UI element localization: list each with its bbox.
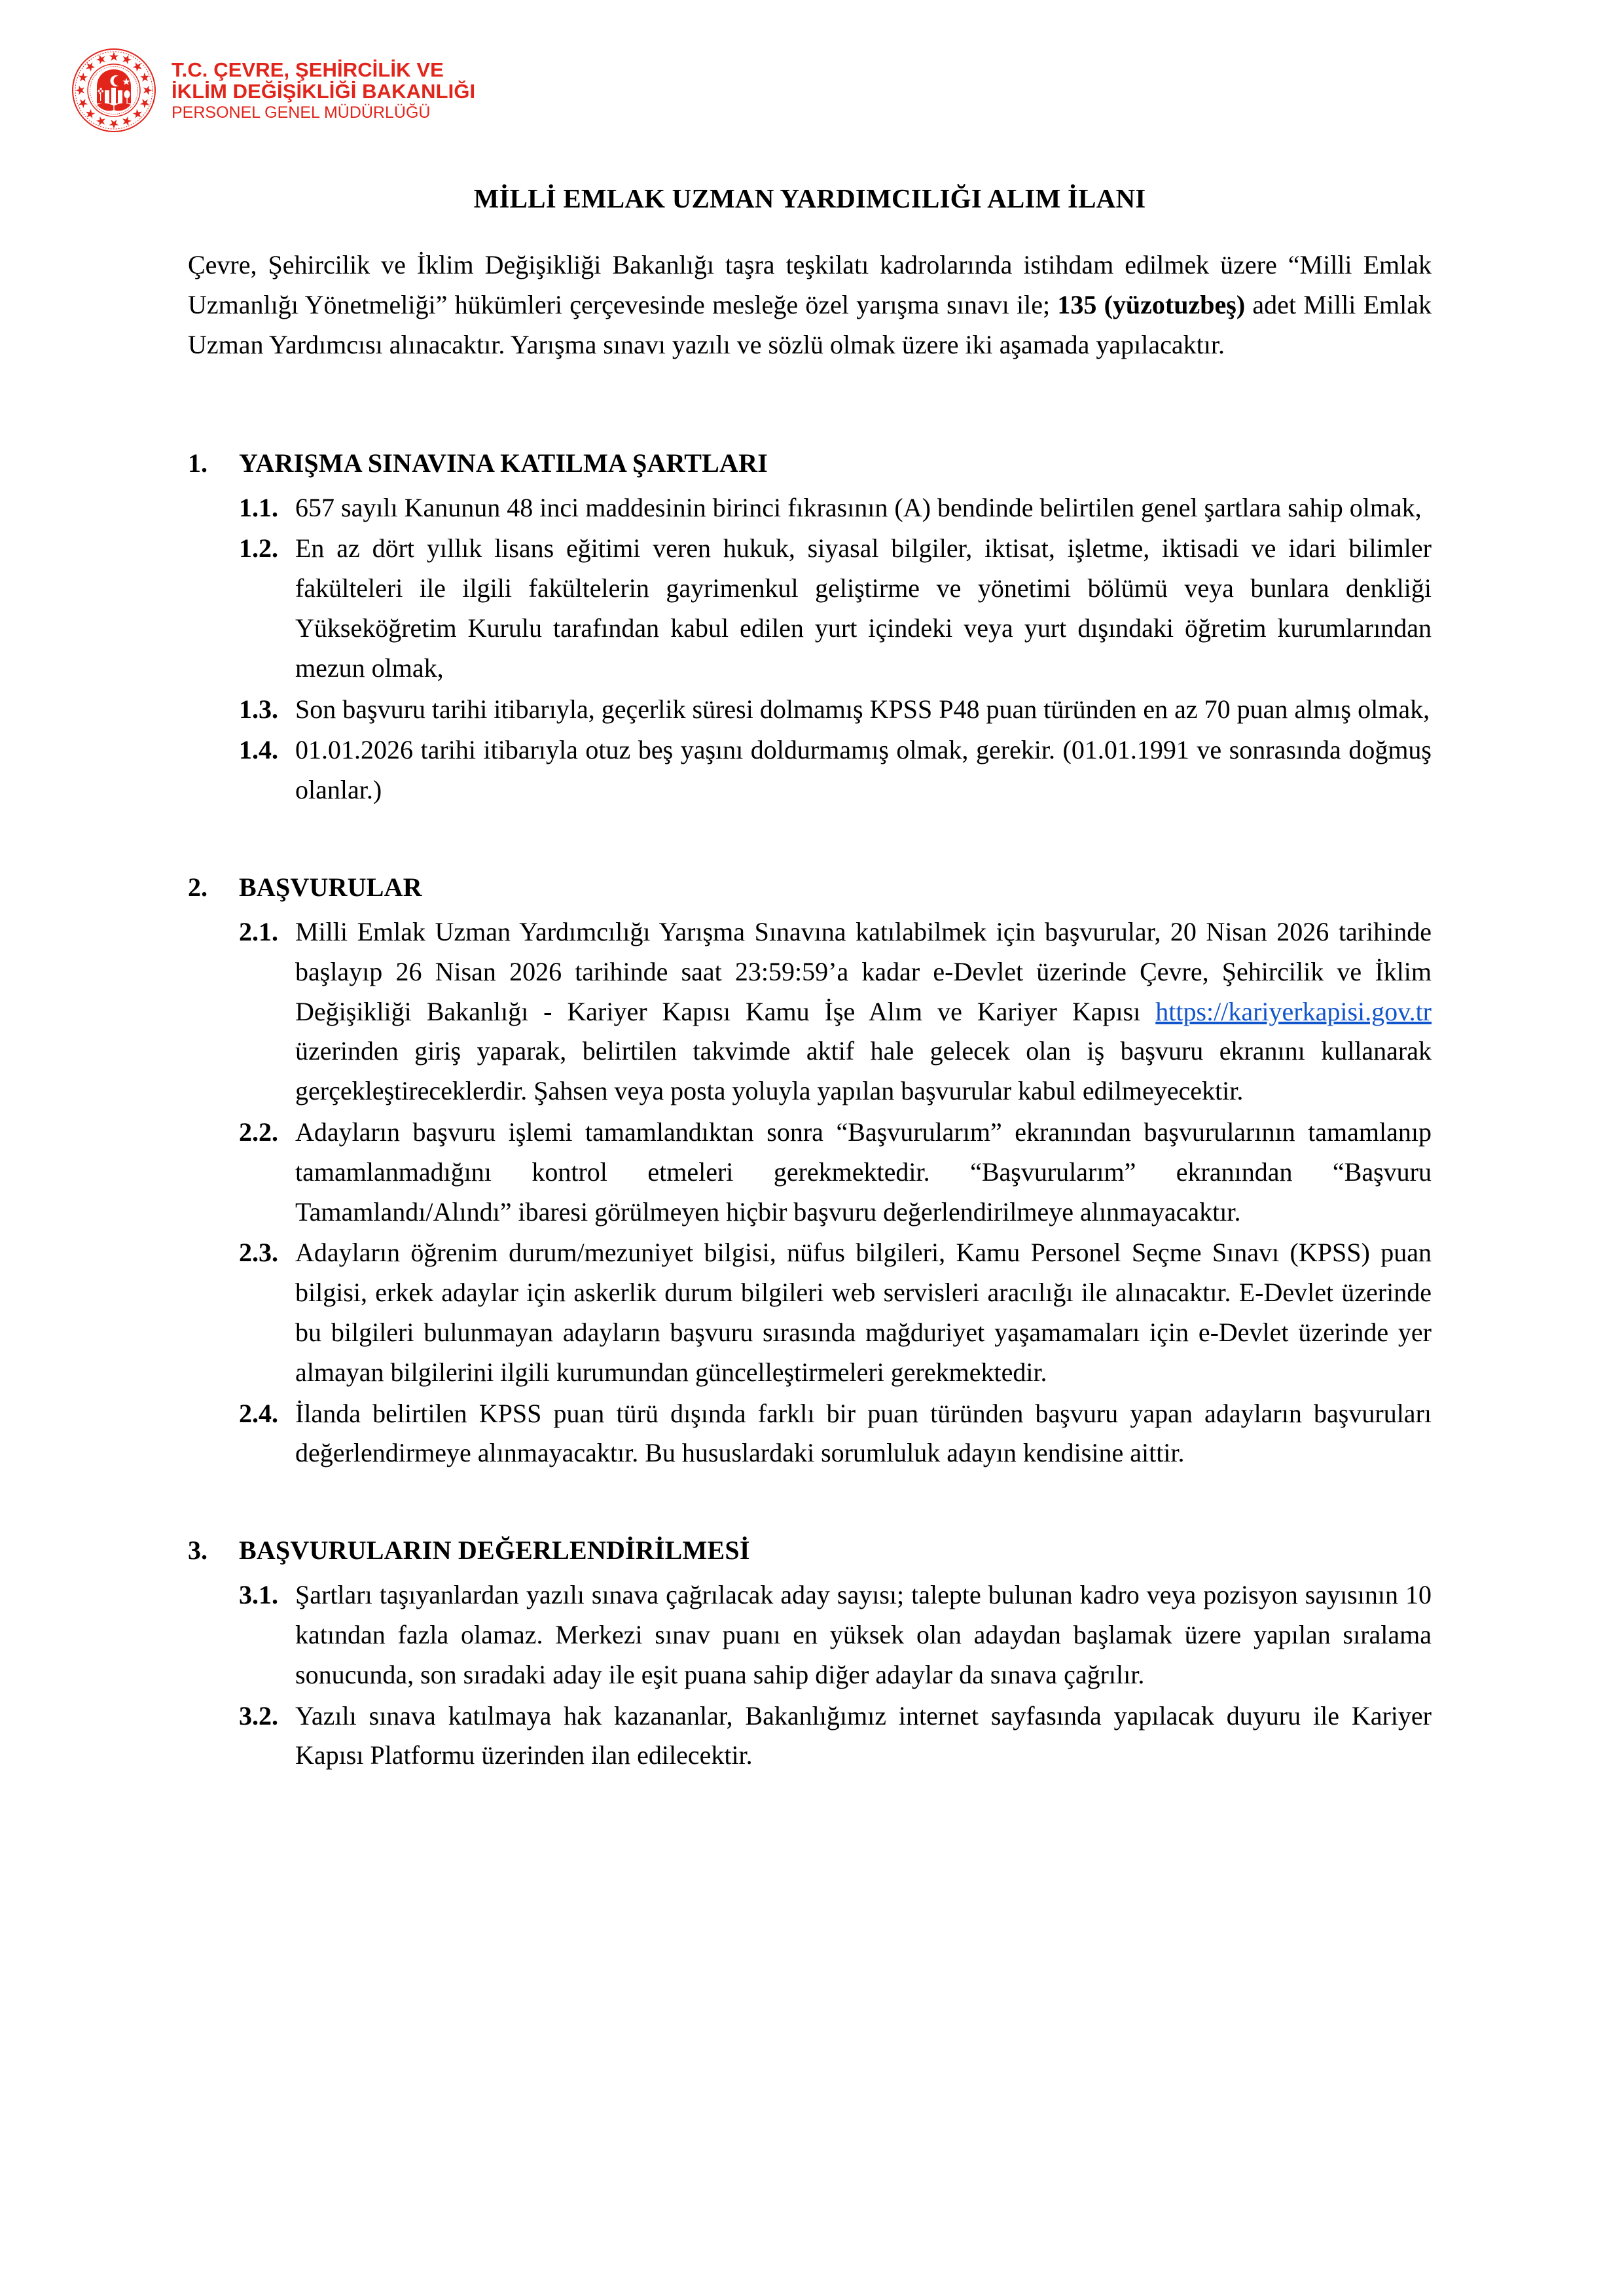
spacer — [188, 812, 1432, 868]
item-text: Şartları taşıyanlardan yazılı sınava çağrılacak aday sayısı; talepte bulunan kadro veya pozisyon sayısının 10 katından fazla olamaz. Merkezi sınav puanı en yüksek olan adaydan başlamak üzere yapılan sıralama sonucunda, son sıradaki aday ile eşit puana sahip diğer adaylar da sınava çağrılır. — [295, 1580, 1432, 1689]
section-3-heading — [188, 1531, 1432, 1570]
section-3-title: BAŞVURULARIN DEĞERLENDİRİLMESİ — [239, 1535, 750, 1566]
list-item — [188, 1113, 1432, 1232]
item-number: 1.4. — [239, 735, 278, 765]
item-number: 1.1. — [239, 492, 278, 522]
list-item — [188, 1394, 1432, 1474]
intro-paragraph — [188, 245, 1432, 365]
item-text-before-link: Milli Emlak Uzman Yardımcılığı Yarışma Sınavına katılabilmek için başvurular, 20 Nisan 2026 tarihinde başlayıp 26 Nisan 2026 tarihinde saat 23:59:59’a kadar e-Devlet üzerinde Çevre, Şehircilik ve İklim Değişikliği Bakanlığı - Kariyer Kapısı Kamu İşe Alım ve Kariyer Kapısı — [295, 917, 1432, 1026]
section-2-heading — [188, 868, 1432, 907]
ministry-name-line-1: T.C. ÇEVRE, ŞEHİRCİLİK VE — [171, 58, 444, 81]
spacer — [188, 365, 1432, 444]
item-number: 2.2. — [239, 1117, 278, 1147]
list-item — [188, 690, 1432, 730]
list-item — [188, 912, 1432, 1111]
item-text: 01.01.2026 tarihi itibarıyla otuz beş yaşını doldurmamış olmak, gerekir. (01.01.1991 ve sonrasında doğmuş olanlar.) — [295, 735, 1432, 805]
list-item — [188, 1575, 1432, 1695]
item-text: Adayların başvuru işlemi tamamlandıktan sonra “Başvurularım” ekranından başvurularının tamamlanıp tamamlanmadığını kontrol etmeleri gerekmektedir. “Başvurularım” ekranından “Başvuru Tamamlandı/Alındı” ibaresi görülmeyen hiçbir başvuru değerlendirilmeye alınmayacaktır. — [295, 1117, 1432, 1227]
section-1 — [188, 444, 1432, 810]
item-number: 2.1. — [239, 917, 278, 947]
section-2 — [188, 868, 1432, 1473]
section-1-title: YARIŞMA SINAVINA KATILMA ŞARTLARI — [239, 448, 768, 478]
ministry-name-line-2: İKLİM DEĞİŞİKLİĞİ BAKANLIĞI — [171, 80, 476, 103]
list-item — [188, 529, 1432, 688]
item-text: Adayların öğrenim durum/mezuniyet bilgisi, nüfus bilgileri, Kamu Personel Seçme Sınavı (KPSS) puan bilgisi, erkek adaylar için askerlik durum bilgileri web servisleri aracılığı ile alınacaktır. E-Devlet üzerinde bu bilgileri bulunmayan adayların başvuru sırasında mağduriyet yaşamamaları için e-Devlet üzerinde yer almayan bilgilerini ilgili kurumundan güncelleştirmeleri gerekmektedir. — [295, 1238, 1432, 1387]
item-text — [295, 912, 1432, 1111]
ministry-seal-icon — [71, 47, 157, 134]
spacer — [188, 1475, 1432, 1531]
item-number: 2.4. — [239, 1398, 278, 1428]
section-3 — [188, 1531, 1432, 1776]
section-1-number: 1. — [188, 448, 208, 478]
section-2-title: BAŞVURULAR — [239, 872, 422, 903]
item-number: 3.2. — [239, 1700, 278, 1731]
item-number: 1.2. — [239, 533, 278, 564]
vacancy-count: 135 (yüzotuzbeş) — [1057, 290, 1246, 320]
section-3-number: 3. — [188, 1535, 208, 1566]
letterhead — [71, 47, 475, 134]
section-2-number: 2. — [188, 872, 208, 903]
item-text: 657 sayılı Kanunun 48 inci maddesinin birinci fıkrasının (A) bendinde belirtilen genel şartlara sahip olmak, — [295, 492, 1422, 522]
list-item — [188, 1233, 1432, 1392]
document-body — [188, 182, 1432, 1777]
department-name: PERSONEL GENEL MÜDÜRLÜĞÜ — [171, 103, 431, 122]
item-number: 3.1. — [239, 1580, 278, 1610]
list-item — [188, 488, 1432, 528]
item-text: En az dört yıllık lisans eğitimi veren hukuk, siyasal bilgiler, iktisat, işletme, iktisadi ve idari bilimler fakülteleri ile ilgili fakültelerin gayrimenkul geliştirme ve yönetimi bölümü veya bunlara denkliği Yükseköğretim Kurulu tarafından kabul edilen yurt içindeki veya yurt dışındaki öğretim kurumlarından mezun olmak, — [295, 533, 1432, 683]
section-1-heading — [188, 444, 1432, 483]
letterhead-text — [171, 59, 475, 122]
intro-text-after: adet Milli Emlak Uzman Yardımcısı alınacaktır. Yarışma sınavı yazılı ve sözlü olmak üzere iki aşamada yapılacaktır. — [188, 290, 1432, 359]
item-text: İlanda belirtilen KPSS puan türü dışında farklı bir puan türünden başvuru yapan adayların başvuruları değerlendirmeye alınmayacaktır. Bu hususlardaki sorumluluk adayın kendisine aittir. — [295, 1398, 1432, 1468]
kariyer-kapisi-link[interactable]: https://kariyerkapisi.gov.tr — [1155, 996, 1432, 1026]
list-item — [188, 1696, 1432, 1776]
intro-text-before: Çevre, Şehircilik ve İklim Değişikliği Bakanlığı taşra teşkilatı kadrolarında istihdam edilmek üzere “Milli Emlak Uzmanlığı Yönetmeliği” hükümleri çerçevesinde mesleğe özel yarışma sınavı ile; — [188, 250, 1432, 320]
item-number: 2.3. — [239, 1238, 278, 1268]
item-text: Son başvuru tarihi itibarıyla, geçerlik süresi dolmamış KPSS P48 puan türünden en az 70 puan almış olmak, — [295, 694, 1430, 724]
page-title: MİLLİ EMLAK UZMAN YARDIMCILIĞI ALIM İLANI — [473, 183, 1146, 213]
item-text-after-link: üzerinden giriş yaparak, belirtilen takvimde aktif hale gelecek olan iş başvuru ekranını kullanarak gerçekleştireceklerdir. Şahsen veya posta yoluyla yapılan başvurular kabul edilmeyecektir. — [295, 1036, 1432, 1106]
list-item — [188, 730, 1432, 810]
item-text: Yazılı sınava katılmaya hak kazananlar, Bakanlığımız internet sayfasında yapılacak duyuru ile Kariyer Kapısı Platformu üzerinden ilan edilecektir. — [295, 1700, 1432, 1770]
item-number: 1.3. — [239, 694, 278, 724]
